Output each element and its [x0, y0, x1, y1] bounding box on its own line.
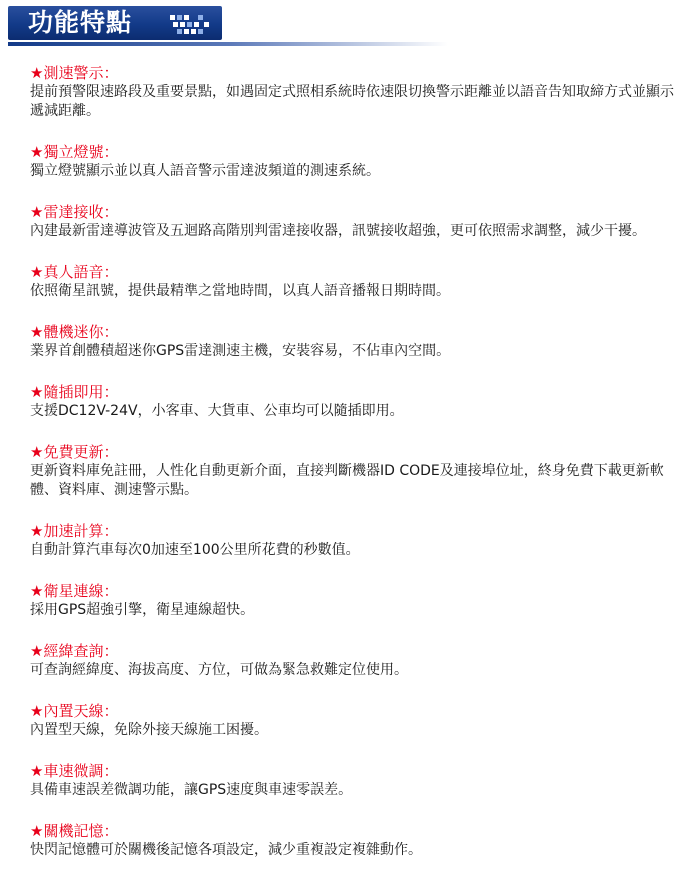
feature-item [30, 203, 680, 241]
feature-description: 提前預警限速路段及重要景點，如遇固定式照相系統時依速限切換警示距離並以語音告知取締方式並顯示遞減距離。 [30, 84, 674, 119]
checker-pattern-icon [168, 13, 212, 35]
page-title: 功能特點 [28, 8, 133, 37]
feature-title: ★體機迷你： [30, 323, 119, 341]
feature-title: ★衛星連線： [30, 582, 119, 600]
feature-item [30, 383, 680, 421]
feature-title: ★關機記憶： [30, 822, 119, 840]
feature-description: 獨立燈號顯示並以真人語音警示雷達波頻道的測速系統。 [30, 163, 380, 179]
header-divider [8, 42, 448, 46]
feature-description: 快閃記憶體可於關機後記憶各項設定，減少重複設定複雜動作。 [30, 842, 422, 858]
feature-title: ★內置天線： [30, 702, 119, 720]
feature-description: 業界首創體積超迷你GPS雷達測速主機，安裝容易，不佔車內空間。 [30, 343, 451, 359]
feature-item [30, 762, 680, 800]
section-header [8, 6, 448, 46]
feature-description: 內置型天線，免除外接天線施工困擾。 [30, 722, 268, 738]
feature-description: 更新資料庫免註冊，人性化自動更新介面，直接判斷機器ID CODE及連接埠位址，終身免費下載更新軟體、資料庫、測速警示點。 [30, 463, 664, 498]
feature-item [30, 64, 680, 121]
feature-item [30, 323, 680, 361]
feature-description: 可查詢經緯度、海拔高度、方位，可做為緊急救難定位使用。 [30, 662, 408, 678]
feature-title: ★測速警示： [30, 64, 119, 82]
feature-title: ★真人語音： [30, 263, 119, 281]
feature-title: ★免費更新： [30, 443, 119, 461]
feature-title: ★加速計算： [30, 522, 119, 540]
feature-item [30, 143, 680, 181]
feature-title: ★雷達接收： [30, 203, 119, 221]
feature-item [30, 582, 680, 620]
feature-description: 依照衛星訊號，提供最精準之當地時間，以真人語音播報日期時間。 [30, 283, 450, 299]
feature-description: 採用GPS超強引擎，衛星連線超快。 [30, 602, 255, 618]
feature-title: ★車速微調： [30, 762, 119, 780]
feature-list [30, 64, 680, 882]
feature-item [30, 702, 680, 740]
feature-description: 具備車速誤差微調功能，讓GPS速度與車速零誤差。 [30, 782, 353, 798]
feature-item [30, 522, 680, 560]
feature-description: 自動計算汽車每次0加速至100公里所花費的秒數值。 [30, 542, 360, 558]
feature-item [30, 443, 680, 500]
feature-item [30, 822, 680, 860]
feature-title: ★獨立燈號： [30, 143, 119, 161]
feature-description: 支援DC12V-24V，小客車、大貨車、公車均可以隨插即用。 [30, 403, 404, 419]
title-banner [8, 6, 222, 40]
feature-item [30, 642, 680, 680]
feature-item [30, 263, 680, 301]
feature-title: ★隨插即用： [30, 383, 119, 401]
feature-title: ★經緯查詢： [30, 642, 119, 660]
feature-description: 內建最新雷達導波管及五迴路高階別判雷達接收器，訊號接收超強，更可依照需求調整，減少干擾。 [30, 223, 646, 239]
